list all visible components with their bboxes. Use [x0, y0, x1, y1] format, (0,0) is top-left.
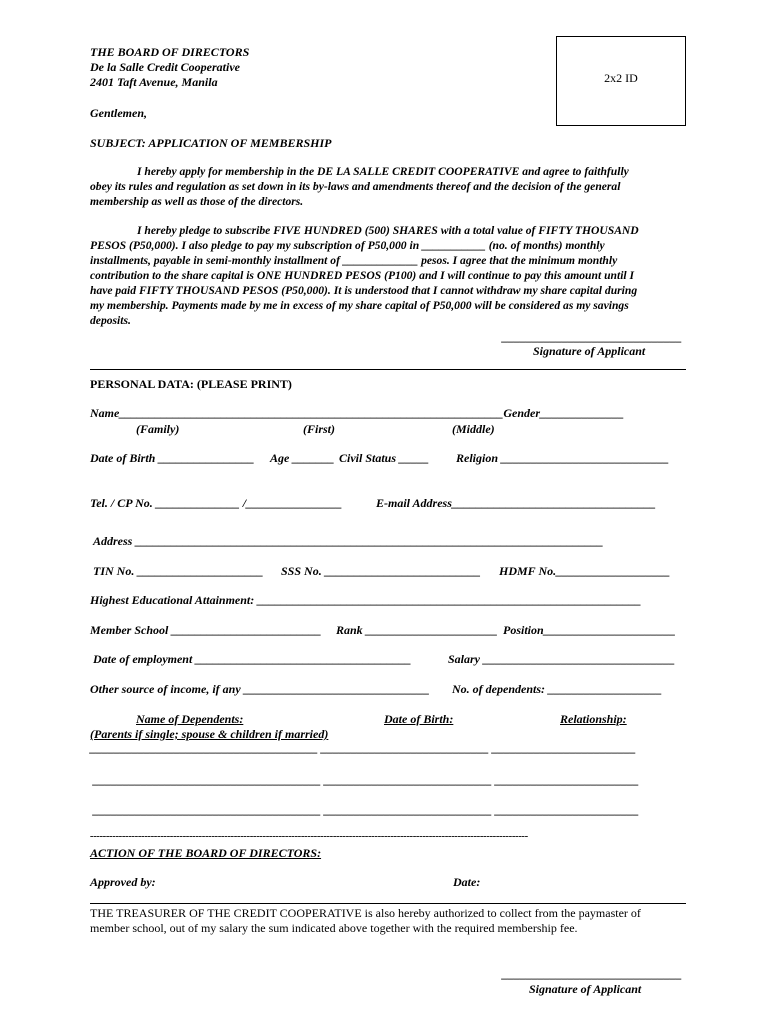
dependent-row-3[interactable]: ______________________________________ ____________________________ ________________________	[93, 803, 639, 817]
board-action-heading: ACTION OF THE BOARD OF DIRECTORS:	[90, 846, 322, 860]
board-date-label[interactable]: Date:	[453, 875, 481, 889]
para2-line7: deposits.	[90, 314, 131, 327]
addressee-line-3: 2401 Taft Avenue, Manila	[90, 75, 218, 89]
subject-line: SUBJECT: APPLICATION OF MEMBERSHIP	[90, 136, 332, 150]
other-income-field[interactable]: Other source of income, if any _______________________________	[90, 682, 430, 696]
authorization-line-1: THE TREASURER OF THE CREDIT COOPERATIVE is also hereby authorized to collect from the paymaster of	[90, 906, 641, 920]
hdmf-field[interactable]: HDMF No.___________________	[499, 564, 671, 578]
dependents-name-header: Name of Dependents:	[136, 712, 244, 726]
name-gender-field[interactable]: Name________________________________________________________________Gender______________	[90, 406, 624, 420]
email-field[interactable]: E-mail Address__________________________________	[376, 496, 656, 510]
dependent-row-2[interactable]: ______________________________________ ____________________________ ________________________	[93, 773, 639, 787]
para2-line6: my membership. Payments made by me in excess of my share capital of P50,000 will be considered as my savings	[90, 299, 629, 312]
para2-line5: have paid FIFTY THOUSAND PESOS (P50,000). It is understood that I cannot withdraw my share capital during	[90, 284, 638, 297]
addressee-line-2: De la Salle Credit Cooperative	[90, 60, 240, 74]
dependents-dob-header: Date of Birth:	[384, 712, 454, 726]
approved-by-label[interactable]: Approved by:	[90, 875, 156, 889]
employment-date-field[interactable]: Date of employment ____________________________________	[93, 652, 412, 666]
para1-line3: membership as well as those of the directors.	[90, 195, 304, 208]
sss-field[interactable]: SSS No. __________________________	[281, 564, 481, 578]
salutation: Gentlemen,	[90, 106, 147, 120]
position-field[interactable]: Position______________________	[503, 623, 676, 637]
applicant-signature-line[interactable]: ______________________________	[502, 330, 682, 344]
footer-signature-line[interactable]: ______________________________	[502, 967, 682, 981]
dependents-count-field[interactable]: No. of dependents: ___________________	[452, 682, 662, 696]
date-of-birth-field[interactable]: Date of Birth ________________	[90, 451, 255, 465]
age-field[interactable]: Age _______	[270, 451, 335, 465]
name-sublabel-middle: (Middle)	[452, 422, 495, 436]
name-sublabel-first: (First)	[303, 422, 336, 436]
dependents-note: (Parents if single; spouse & children if married)	[90, 727, 329, 741]
religion-field[interactable]: Religion ____________________________	[456, 451, 670, 465]
para2-line1: I hereby pledge to subscribe FIVE HUNDRED (500) SHARES with a total value of FIFTY THOUSAND	[137, 224, 639, 237]
board-dash-separator: -----------------------------------------------------------------------------------------------------------------------------------------	[90, 831, 528, 842]
id-photo-label: 2x2 ID	[604, 71, 638, 85]
address-field[interactable]: Address ______________________________________________________________________________	[93, 534, 604, 548]
salary-field[interactable]: Salary ________________________________	[448, 652, 676, 666]
addressee-line-1: THE BOARD OF DIRECTORS	[90, 45, 250, 59]
footer-signature-label: Signature of Applicant	[529, 982, 642, 996]
footer-divider	[90, 903, 686, 904]
member-school-field[interactable]: Member School _________________________	[90, 623, 322, 637]
applicant-signature-label: Signature of Applicant	[533, 344, 646, 358]
id-photo-box	[556, 36, 686, 126]
dependent-row-1[interactable]: ______________________________________ ____________________________ ________________________	[90, 741, 636, 755]
rank-field[interactable]: Rank ______________________	[336, 623, 498, 637]
para2-line2: PESOS (P50,000). I also pledge to pay my subscription of P50,000 in ___________ (no. of months) monthly	[90, 239, 605, 252]
para1-line1: I hereby apply for membership in the DE LA SALLE CREDIT COOPERATIVE and agree to faithfully	[137, 165, 629, 178]
education-field[interactable]: Highest Educational Attainment: ________________________________________________________________	[90, 593, 642, 607]
authorization-line-2: member school, out of my salary the sum indicated above together with the required membership fee.	[90, 921, 578, 935]
para2-line4: contribution to the share capital is ONE HUNDRED PESOS (P100) and I will continue to pay this amount until I	[90, 269, 635, 282]
personal-data-heading: PERSONAL DATA: (PLEASE PRINT)	[90, 377, 292, 391]
dependents-relationship-header: Relationship:	[560, 712, 627, 726]
para1-line2: obey its rules and regulation as set down in its by-laws and amendments thereof and the decision of the general	[90, 180, 621, 193]
civil-status-field[interactable]: Civil Status _____	[339, 451, 430, 465]
tel-cp-field[interactable]: Tel. / CP No. ______________ /________________	[90, 496, 343, 510]
tin-field[interactable]: TIN No. _____________________	[93, 564, 264, 578]
para2-line3: installments, payable in semi-monthly installment of _____________ pesos. I agree that the minimum monthly	[90, 254, 618, 267]
name-sublabel-family: (Family)	[136, 422, 180, 436]
section-divider	[90, 369, 686, 370]
